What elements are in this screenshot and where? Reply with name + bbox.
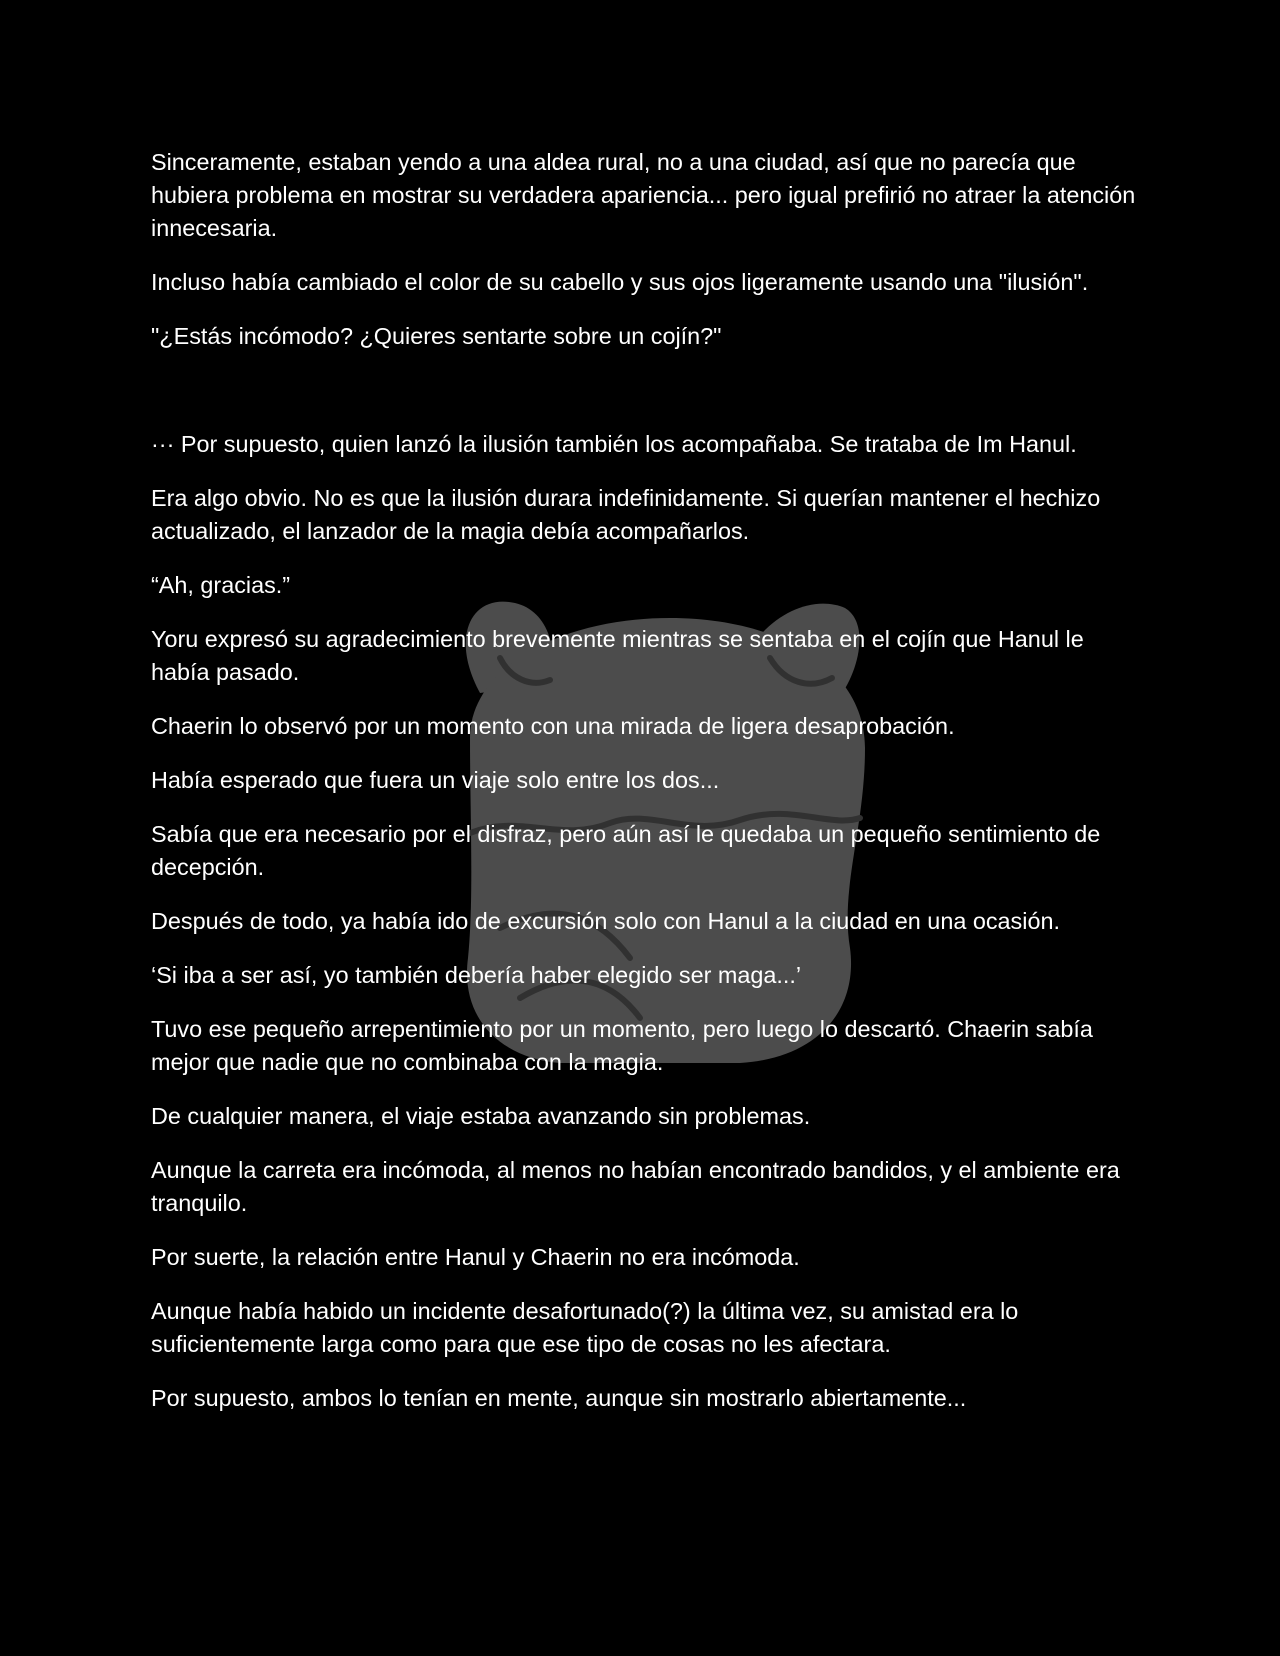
paragraph: De cualquier manera, el viaje estaba avanzando sin problemas.: [151, 1103, 811, 1129]
paragraph: Había esperado que fuera un viaje solo entre los dos...: [151, 767, 720, 793]
paragraph: Por suerte, la relación entre Hanul y Chaerin no era incómoda.: [151, 1244, 800, 1270]
paragraph: “Ah, gracias.”: [151, 572, 291, 598]
paragraph: "¿Estás incómodo? ¿Quieres sentarte sobre un cojín?": [151, 323, 722, 349]
document-body: [151, 146, 1141, 1436]
paragraph: Era algo obvio. No es que la ilusión durara indefinidamente. Si querían mantener el hechizo actualizado, el lanzador de la magia debía acompañarlos.: [151, 485, 1101, 544]
paragraph: ‘Si iba a ser así, yo también debería haber elegido ser maga...’: [151, 962, 802, 988]
paragraph: Sabía que era necesario por el disfraz, pero aún así le quedaba un pequeño sentimiento de decepción.: [151, 821, 1101, 880]
paragraph: Aunque la carreta era incómoda, al menos no habían encontrado bandidos, y el ambiente era tranquilo.: [151, 1157, 1120, 1216]
paragraph: Sinceramente, estaban yendo a una aldea rural, no a una ciudad, así que no parecía que hubiera problema en mostrar su verdadera apariencia... pero igual prefirió no atraer la atención innecesaria.: [151, 149, 1136, 241]
paragraph: Por supuesto, ambos lo tenían en mente, aunque sin mostrarlo abiertamente...: [151, 1385, 967, 1411]
paragraph: Yoru expresó su agradecimiento brevemente mientras se sentaba en el cojín que Hanul le había pasado.: [151, 626, 1084, 685]
paragraph: Aunque había habido un incidente desafortunado(?) la última vez, su amistad era lo suficientemente larga como para que ese tipo de cosas no les afectara.: [151, 1298, 1019, 1357]
paragraph: Después de todo, ya había ido de excursión solo con Hanul a la ciudad en una ocasión.: [151, 908, 1060, 934]
paragraph: Tuvo ese pequeño arrepentimiento por un momento, pero luego lo descartó. Chaerin sabía mejor que nadie que no combinaba con la magia.: [151, 1016, 1093, 1075]
paragraph: ··· Por supuesto, quien lanzó la ilusión también los acompañaba. Se trataba de Im Hanul.: [151, 431, 1077, 457]
paragraph: Chaerin lo observó por un momento con una mirada de ligera desaprobación.: [151, 713, 955, 739]
paragraph: Incluso había cambiado el color de su cabello y sus ojos ligeramente usando una "ilusión".: [151, 269, 1089, 295]
